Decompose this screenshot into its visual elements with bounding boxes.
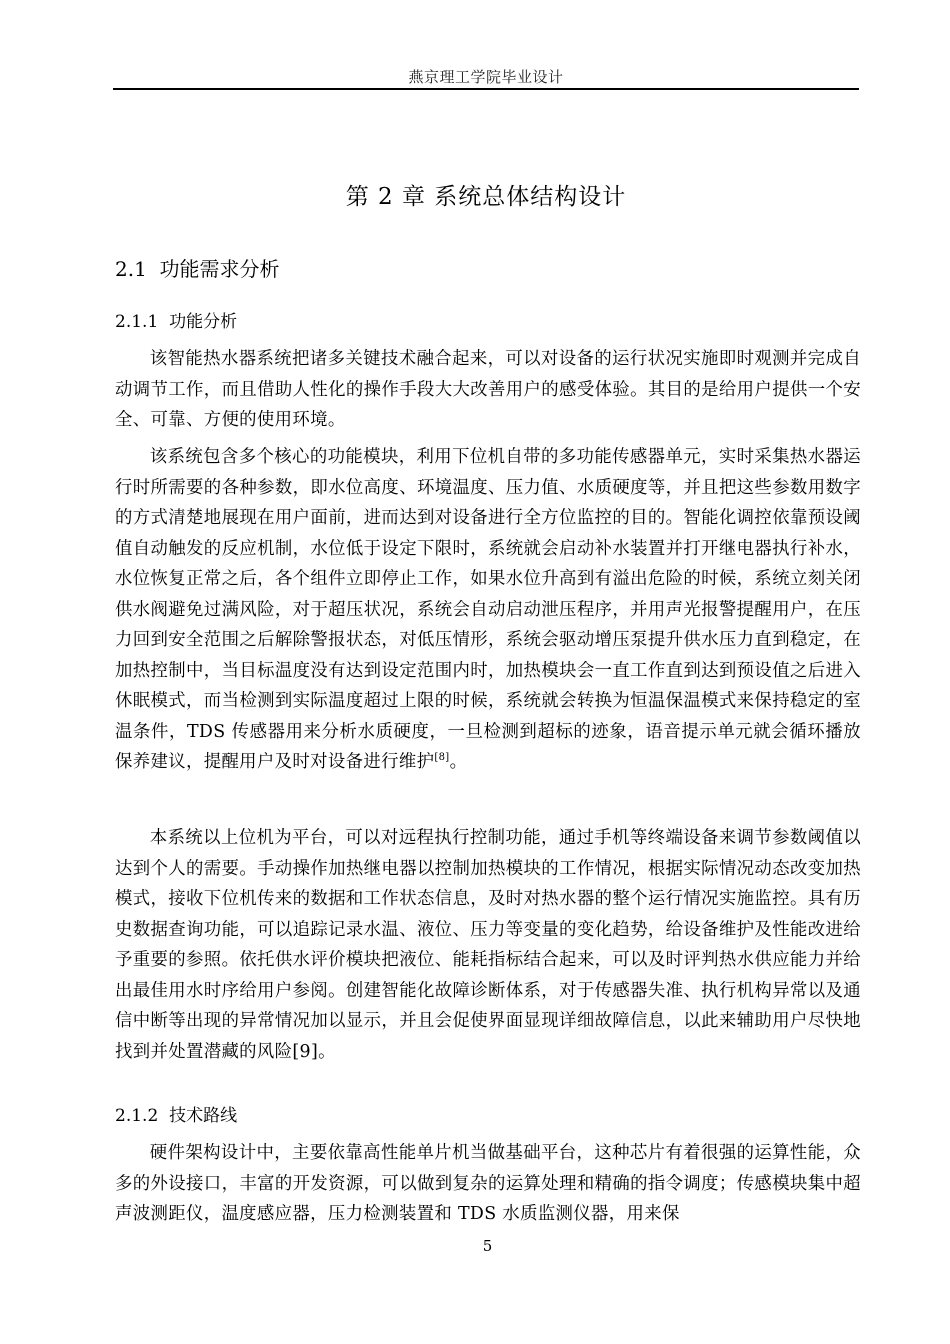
section-heading — [115, 253, 280, 282]
section-title: 功能需求分析 — [159, 257, 280, 281]
header-rule — [113, 88, 859, 90]
body-paragraph: 本系统以上位机为平台，可以对远程执行控制功能，通过手机等终端设备来调节参数阈值以达到个人的需要。手动操作加热继电器以控制加热模块的工作情况，根据实际情况动态改变加热模式，接收下位机传来的数据和工作状态信息，及时对热水器的整个运行情况实施监控。具有历史数据查询功能，可以追踪记录水温、液位、压力等变量的变化趋势，给设备维护及性能改进给予重要的参照。依托供水评价模块把液位、能耗指标结合起来，可以及时评判热水供应能力并给出最佳用水时序给用户参阅。创建智能化故障诊断体系，对于传感器失准、执行机构异常以及通信中断等出现的异常情况加以显示，并且会促使界面显现详细故障信息，以此来辅助用户尽快地找到并处置潜藏的风险[9]。 — [115, 828, 861, 1062]
paragraph-text: 该系统包含多个核心的功能模块，利用下位机自带的多功能传感器单元，实时采集热水器运行时所需要的各种参数，即水位高度、环境温度、压力值、水质硬度等，并且把这些参数用数字的方式清楚地展现在用户面前，进而达到对设备进行全方位监控的目的。智能化调控依靠预设阈值自动触发的反应机制，水位低于设定下限时，系统就会启动补水装置并打开继电器执行补水，水位恢复正常之后，各个组件立即停止工作，如果水位升高到有溢出危险的时候，系统立刻关闭供水阀避免过满风险，对于超压状况，系统会自动启动泄压程序，并用声光报警提醒用户，在压力回到安全范围之后解除警报状态，对低压情形，系统会驱动增压泵提升供水压力直到稳定，在加热控制中，当目标温度没有达到设定范围内时，加热模块会一直工作直到达到预设值之后进入休眠模式，而当检测到实际温度超过上限的时候，系统就会转换为恒温保温模式来保持稳定的室温条件，TDS 传感器用来分析水质硬度，一旦检测到超标的迹象，语音提示单元就会循环播放保养建议，提醒用户及时对设备进行维护 — [115, 447, 861, 772]
subsection-title: 技术路线 — [169, 1106, 238, 1126]
running-header: 燕京理工学院毕业设计 — [408, 68, 564, 86]
subsection-heading — [115, 307, 237, 332]
subsection-title: 功能分析 — [169, 312, 238, 332]
section-number: 2.1 — [115, 257, 147, 281]
paragraph-end: 。 — [449, 752, 468, 772]
subsection-heading — [115, 1101, 237, 1126]
body-paragraph: 硬件架构设计中，主要依靠高性能单片机当做基础平台，这种芯片有着很强的运算性能，众多的外设接口，丰富的开发资源，可以做到复杂的运算处理和精确的指令调度；传感模块集中超声波测距仪，温度感应器，压力检测装置和 TDS 水质监测仪器，用来保 — [115, 1143, 861, 1224]
page-number: 5 — [482, 1237, 493, 1255]
citation-ref: [8] — [434, 752, 450, 764]
subsection-number: 2.1.1 — [115, 312, 159, 332]
body-paragraph — [115, 442, 861, 778]
chapter-title: 第 2 章 系统总体结构设计 — [345, 184, 627, 210]
subsection-number: 2.1.2 — [115, 1106, 159, 1126]
body-paragraph: 该智能热水器系统把诸多关键技术融合起来，可以对设备的运行状况实施即时观测并完成自动调节工作，而且借助人性化的操作手段大大改善用户的感受体验。其目的是给用户提供一个安全、可靠、方便的使用环境。 — [115, 349, 861, 430]
